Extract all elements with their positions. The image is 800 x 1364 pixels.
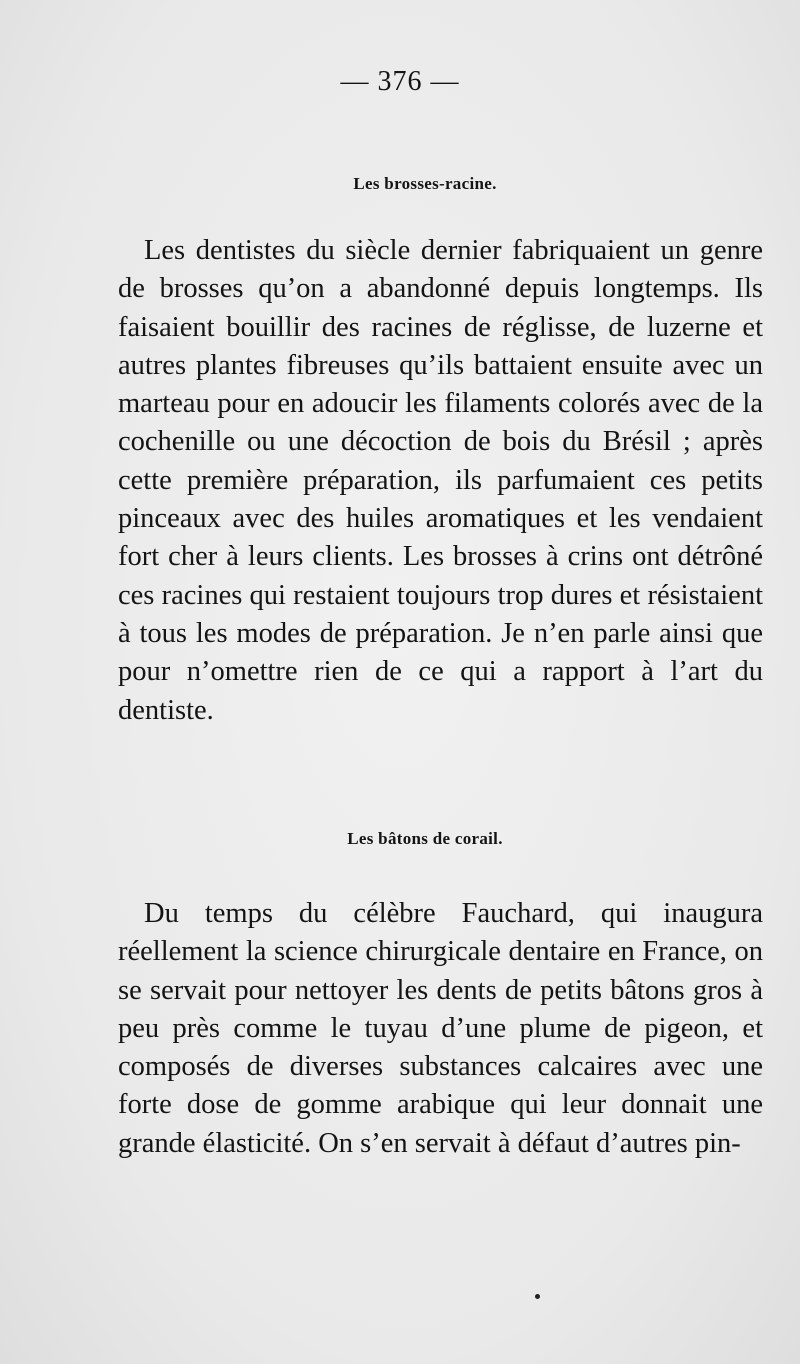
section-heading-brosses-racine: Les brosses-racine. (353, 174, 497, 193)
page-number: — 376 — (340, 66, 460, 97)
paragraph-brosses-racine: Les dentistes du siècle dernier fabriquaient un genre de brosses qu’on a abandonné depuis longtemps. Ils faisaient bouillir des racines de réglisse, de luzerne et autres plantes fibreuses qu’ils battaient ensuite avec un marteau pour en adoucir les filaments colorés avec de la cochenille ou une décoction de bois du Brésil ; après cette première préparation, ils parfumaient ces petits pinceaux avec des huiles aromatiques et les vendaient fort cher à leurs clients. Les brosses à crins ont détrôné ces racines qui restaient toujours trop dures et résistaient à tous les modes de préparation. Je n’en parle ainsi que pour n’omettre rien de ce qui a rapport à l’art du dentiste. (118, 235, 763, 726)
section-heading-batons-de-corail: Les bâtons de corail. (347, 829, 503, 848)
paragraph-batons-de-corail: Du temps du célèbre Fauchard, qui inaugura réellement la science chirurgicale dentaire en France, on se servait pour nettoyer les dents de petits bâtons gros à peu près comme le tuyau d’une plume de pigeon, et composés de diverses substances calcaires avec une forte dose de gomme arabique qui leur donnait une grande élasticité. On s’en servait à défaut d’autres pin- (118, 898, 763, 1159)
ink-speck (535, 1294, 540, 1299)
